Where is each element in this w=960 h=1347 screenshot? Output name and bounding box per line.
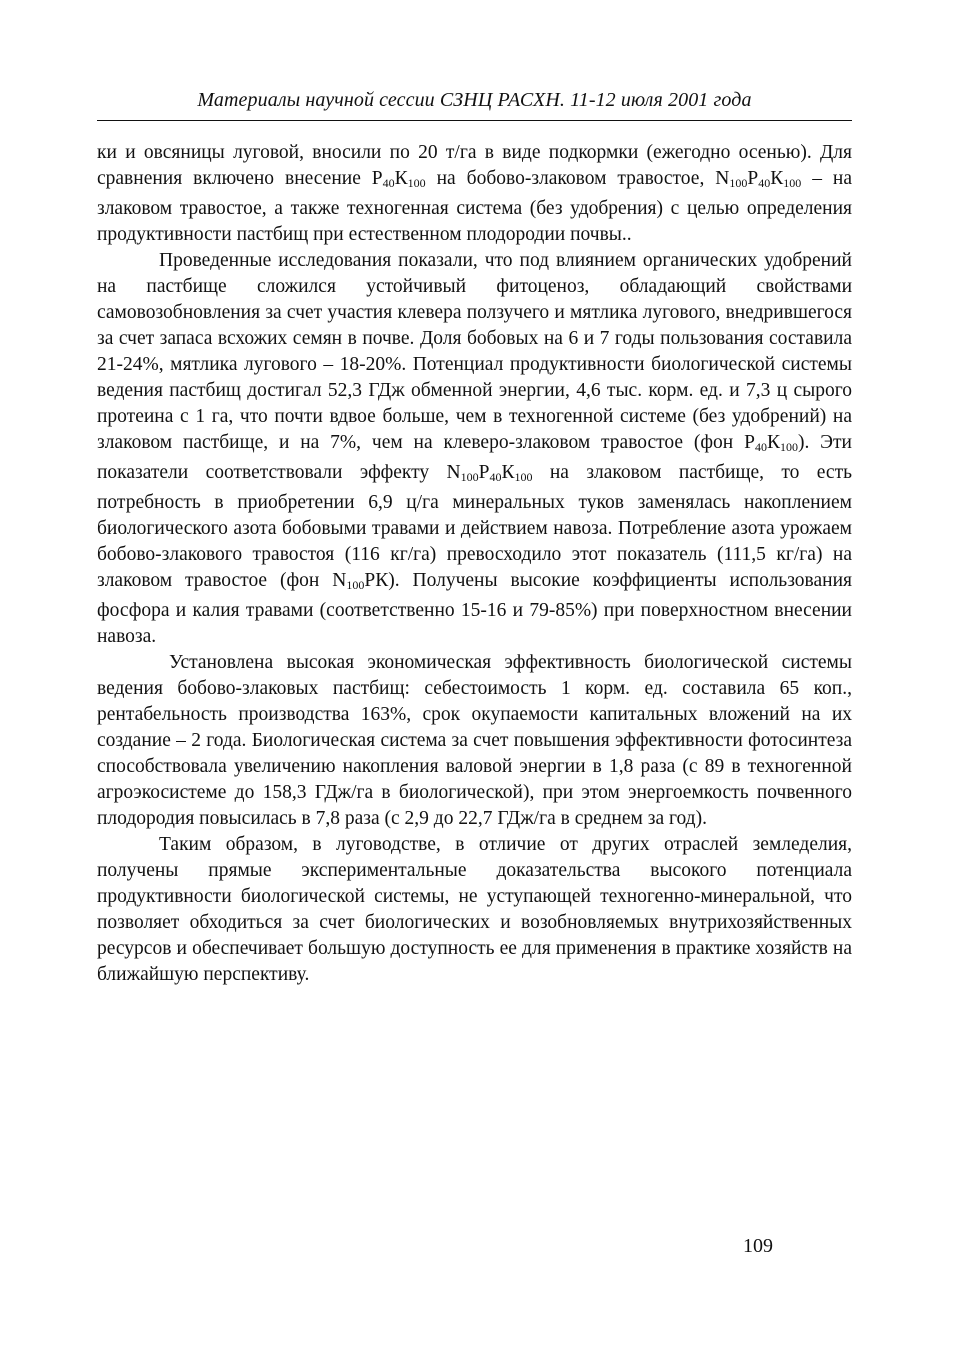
running-header: Материалы научной сессии СЗНЦ РАСХН. 11-12 июля 2001 года [197, 89, 752, 111]
subscript: 100 [407, 176, 426, 190]
text-run: Таким образом, в луговодстве, в отличие от других отраслей земледелия, получены прямые экспериментальные доказательства высокого потенциала продуктивности биологической системы, не уступающей техногенно-минеральной, что позволяет обходиться за счет биологических и возобновляемых внутрихозяйственных ресурсов и обеспечивает большую доступность ее для применения в практике хозяйств на ближайшую перспективу. [97, 834, 852, 985]
text-run: Р [747, 168, 759, 189]
text-run: К [770, 168, 784, 189]
text-run: К [766, 432, 780, 453]
text-run: РК). Получены высокие коэффициенты использования фосфора и калия травами (соответственно 15-16 и 79-85%) при поверхностном внесении навоза. [97, 570, 852, 647]
subscript: 100 [460, 470, 479, 484]
text-run: Р [478, 462, 490, 483]
text-run: Установлена высокая экономическая эффективность биологической системы ведения бобово-злаковых пастбищ: себестоимость 1 корм. ед. составила 65 коп., рентабельность производства 163%, срок окупаемости капитальных вложений на их создание – 2 года. Биологическая система за счет повышения эффективности фотосинтеза способствовала увеличению накопления валовой энергии в 1,8 раза (с 89 в техногенной агроэкосистеме до 158,3 ГДж/га в биологической), при этом энергоемкость почвенного плодородия повысилась в 7,8 раза (с 2,9 до 22,7 ГДж/га в среднем за год). [97, 652, 852, 829]
paragraph [97, 650, 852, 832]
subscript: 40 [382, 176, 395, 190]
subscript: 100 [783, 176, 802, 190]
page-number: 109 [743, 1235, 773, 1257]
body-text [97, 140, 852, 988]
text-run: – на злаковом травостое, а также техногенная система (без удобрения) с целью определения продуктивности пастбищ при естественном плодородии почвы.. [97, 168, 852, 245]
subscript: 100 [729, 176, 748, 190]
text-run: ). Эти показатели соответствовали эффекту N [97, 432, 852, 483]
text-run: К [394, 168, 408, 189]
paragraph [97, 140, 852, 248]
subscript: 100 [346, 578, 365, 592]
subscript: 40 [754, 440, 767, 454]
paragraph [97, 832, 852, 988]
text-run: на бобово-злаковом травостое, N [425, 168, 730, 189]
text-run: ки и овсяницы луговой, вносили по 20 т/га в виде подкормки (ежегодно осенью). Для сравнения включено внесение Р [97, 142, 852, 189]
text-run: К [501, 462, 515, 483]
subscript: 40 [489, 470, 502, 484]
header-divider [97, 120, 852, 121]
subscript: 100 [779, 440, 798, 454]
subscript: 100 [514, 470, 533, 484]
subscript: 40 [758, 176, 771, 190]
paragraph [97, 248, 852, 650]
text-run: на злаковом пастбище, то есть потребность в приобретении 6,9 ц/га минеральных туков заменялась накоплением биологического азота бобовыми травами и действием навоза. Потребление азота урожаем бобово-злакового травостоя (116 кг/га) превосходило этот показатель (111,5 кг/га) на злаковом травостое (фон N [97, 462, 852, 591]
text-run: Проведенные исследования показали, что под влиянием органических удобрений на пастбище сложился устойчивый фитоценоз, обладающий свойствами самовозобновления за счет участия клевера ползучего и мятлика лугового, внедрившегося за счет запаса всхожих семян в почве. Доля бобовых на 6 и 7 годы пользования составила 21-24%, мятлика лугового – 18-20%. Потенциал продуктивности биологической системы ведения пастбищ достигал 52,3 ГДж обменной энергии, 4,6 тыс. корм. ед. и 7,3 ц сырого протеина с 1 га, что почти вдвое больше, чем в техногенной системе (без удобрений) на злаковом пастбище, и на 7%, чем на клеверо-злаковом травостое (фон Р [97, 250, 852, 453]
